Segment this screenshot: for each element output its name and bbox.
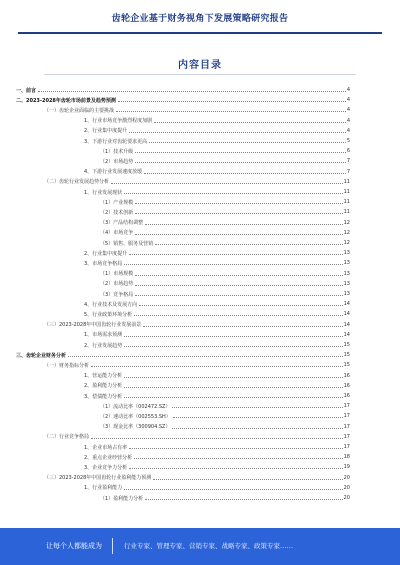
- toc-entry[interactable]: [84, 259, 350, 267]
- toc-page-number: 5: [346, 138, 350, 144]
- toc-leader-dots: [143, 326, 342, 327]
- toc-page-number: 14: [343, 301, 350, 308]
- toc-entry-text: 3、偿债能力分析: [84, 393, 123, 400]
- toc-entry-text: 2、盈利能力分析: [84, 383, 123, 390]
- toc-entry-text: （1）市场规模: [100, 271, 134, 278]
- toc-page-number: 12: [343, 229, 350, 236]
- toc-leader-dots: [134, 458, 342, 459]
- toc-page-number: 7: [346, 168, 350, 175]
- toc-entry[interactable]: [84, 127, 350, 135]
- toc-leader-dots: [135, 162, 346, 163]
- toc-entry[interactable]: [84, 300, 350, 308]
- toc-entry-text: 1、行业盈利能力: [84, 485, 123, 492]
- toc-entry[interactable]: [100, 280, 350, 288]
- toc-title: 内容目录: [178, 60, 222, 71]
- toc-leader-dots: [116, 111, 346, 112]
- toc-entry[interactable]: [100, 229, 350, 237]
- toc-entry-text: 4、行业技术及发展方向: [84, 301, 138, 308]
- toc-entry-text: 三、齿轮企业财务分析: [16, 352, 67, 359]
- toc-leader-dots: [68, 356, 343, 357]
- toc-page-number: 13: [343, 250, 350, 257]
- toc-page-number: 14: [343, 331, 350, 338]
- toc-entry-text: 2、行业发展趋势: [84, 342, 123, 349]
- toc-entry-text: （5）销售、服务及营销: [100, 240, 154, 247]
- toc-entry-text: 3、下游行业对齿轮要求更高: [84, 138, 148, 145]
- toc-entry[interactable]: [100, 157, 350, 165]
- toc-leader-dots: [124, 346, 342, 347]
- toc-page-number: 15: [343, 342, 350, 348]
- toc-leader-dots: [118, 101, 346, 102]
- toc-leader-dots: [129, 448, 342, 449]
- toc-page-number: 14: [343, 321, 350, 328]
- toc-leader-dots: [135, 234, 342, 235]
- toc-page-number: 11: [343, 189, 350, 195]
- toc-entry-text: （4）市场竞争: [100, 230, 134, 237]
- toc-page-number: 4: [346, 107, 350, 114]
- toc-page-number: 7: [346, 158, 350, 165]
- toc-entry[interactable]: [44, 178, 350, 186]
- toc-entry[interactable]: [100, 423, 350, 431]
- header-divider: [18, 32, 382, 34]
- toc-entry-text: 1、市场需求预测: [84, 332, 123, 339]
- toc-entry[interactable]: [84, 484, 350, 492]
- toc-entry-text: 2、行业集中度提升: [84, 250, 128, 257]
- toc-entry-text: （3）产品结构调整: [100, 220, 144, 227]
- toc-leader-dots: [129, 468, 342, 469]
- toc-page-number: 13: [343, 291, 350, 297]
- toc-page-number: 17: [343, 433, 350, 440]
- toc-leader-dots: [91, 366, 343, 367]
- toc-page-number: 16: [343, 382, 350, 389]
- toc-page-number: 17: [343, 423, 350, 430]
- toc-leader-dots: [129, 254, 342, 255]
- page-footer: [0, 528, 400, 565]
- toc-entry[interactable]: [44, 433, 350, 441]
- toc-entry-text: 5、行业政策环境分析: [84, 311, 133, 318]
- toc-entry[interactable]: [84, 331, 350, 339]
- toc-page-number: 4: [346, 127, 350, 134]
- toc-leader-dots: [38, 91, 346, 92]
- toc-entry[interactable]: [84, 310, 350, 318]
- toc-leader-dots: [91, 438, 343, 439]
- toc-entry-text: （1）技术升级: [100, 148, 134, 155]
- toc-page-number: 18: [343, 454, 350, 461]
- toc-entry[interactable]: [84, 249, 350, 257]
- toc-entry[interactable]: [84, 168, 350, 176]
- toc-page-number: 11: [343, 209, 350, 216]
- toc-page-number: 11: [343, 178, 350, 185]
- footer-slogan: 让每个人都能成为: [46, 542, 102, 550]
- toc-leader-dots: [111, 183, 343, 184]
- toc-entry[interactable]: [100, 402, 350, 410]
- toc-page-number: 4: [346, 87, 350, 93]
- toc-leader-dots: [135, 213, 342, 214]
- toc-entry-text: 3、市场竞争格局: [84, 260, 123, 267]
- toc-entry[interactable]: [100, 412, 350, 420]
- toc-entry[interactable]: [84, 443, 350, 451]
- toc-leader-dots: [145, 499, 342, 500]
- toc-leader-dots: [144, 173, 346, 174]
- toc-entry-text: 1、行业发展现状: [84, 189, 123, 196]
- toc-entry-text: （3）现金比率（300904.SZ）: [100, 424, 171, 431]
- toc-entry-text: （一）齿轮企业面临的主要挑战: [44, 107, 115, 114]
- toc-entry[interactable]: [44, 106, 350, 114]
- toc-entry-text: （一）财务指标分析: [44, 362, 90, 369]
- toc-leader-dots: [135, 285, 342, 286]
- toc-leader-dots: [173, 417, 343, 418]
- toc-leader-dots: [124, 193, 342, 194]
- toc-page-number: 12: [343, 240, 350, 246]
- toc-leader-dots: [149, 142, 346, 143]
- toc-entry-text: （二）齿轮行业发展趋势分析: [44, 179, 110, 186]
- toc-entry[interactable]: [16, 351, 350, 359]
- toc-entry[interactable]: [84, 341, 350, 349]
- toc-entry[interactable]: [100, 198, 350, 206]
- toc-entry[interactable]: [100, 290, 350, 298]
- toc-page-number: 20: [343, 474, 350, 481]
- toc-entry-text: 4、下游行业发展速度放缓: [84, 169, 143, 176]
- toc-entry[interactable]: [100, 494, 350, 502]
- toc-page-number: 17: [343, 413, 350, 420]
- toc-entry-text: （1）盈利能力分析: [100, 495, 144, 502]
- toc-leader-dots: [172, 428, 342, 429]
- toc-page-number: 12: [343, 219, 350, 226]
- toc-leader-dots: [129, 132, 346, 133]
- toc-page-number: 16: [343, 393, 350, 399]
- toc-page-number: 13: [343, 260, 350, 267]
- toc-entry[interactable]: [44, 361, 350, 369]
- toc-entry-text: 一、前言: [16, 87, 37, 94]
- toc-entry-text: （2）技术创新: [100, 209, 134, 216]
- toc-leader-dots: [124, 336, 342, 337]
- toc-entry-text: （3）竞争格局: [100, 291, 134, 298]
- toc-entry[interactable]: [100, 147, 350, 155]
- toc-entry[interactable]: [84, 117, 350, 125]
- toc-entry[interactable]: [100, 208, 350, 216]
- toc-entry[interactable]: [16, 96, 350, 104]
- toc-leader-dots: [145, 224, 342, 225]
- toc-leader-dots: [135, 152, 346, 153]
- toc-page-number: 4: [346, 97, 350, 104]
- toc-entry[interactable]: [84, 392, 350, 400]
- toc-entry[interactable]: [84, 382, 350, 390]
- toc-leader-dots: [124, 397, 342, 398]
- toc-page-number: 20: [343, 495, 350, 501]
- toc-leader-dots: [172, 407, 342, 408]
- toc-page-number: 11: [343, 199, 350, 206]
- toc-page-number: 20: [343, 484, 350, 491]
- toc-entry[interactable]: [84, 188, 350, 196]
- toc-entry[interactable]: [16, 86, 350, 94]
- toc-leader-dots: [124, 489, 342, 490]
- toc-page-number: 16: [343, 372, 350, 379]
- toc-entry[interactable]: [84, 463, 350, 471]
- toc-entry[interactable]: [100, 270, 350, 278]
- toc-page-number: 15: [343, 352, 350, 359]
- toc-page-number: 13: [343, 270, 350, 277]
- toc-entry-text: 二、2023-2028年齿轮市场前景及趋势预测: [16, 97, 116, 104]
- toc-entry-text: （2）市场趋势: [100, 281, 134, 288]
- toc-entry-text: （1）流动比率（002472.SZ）: [100, 403, 171, 410]
- toc-entry-text: （三）2023-2028年中国齿轮行业发展前景: [44, 322, 142, 329]
- toc-entry-text: （2）速动比率（002553.SH）: [100, 413, 171, 420]
- toc-entry-text: （1）产业规模: [100, 199, 134, 206]
- toc-leader-dots: [155, 244, 342, 245]
- footer-tagline: 行业专家、管理专家、营销专家、战略专家、政策专家……: [124, 542, 293, 550]
- toc-page-number: 13: [343, 280, 350, 287]
- toc-entry-text: 1、行业市场竞争激烈程度加剧: [84, 118, 153, 125]
- toc-entry[interactable]: [44, 321, 350, 329]
- toc-entry-text: （三）2023-2028年中国齿轮行业盈利能力预测: [44, 475, 152, 482]
- toc-entry-text: （2）市场趋势: [100, 158, 134, 165]
- toc-entry-text: （二）行业竞争格局: [44, 434, 90, 441]
- toc-leader-dots: [124, 387, 342, 388]
- toc-leader-dots: [135, 203, 342, 204]
- toc-page-number: 14: [343, 311, 350, 318]
- page-header: [0, 0, 400, 34]
- report-title: 齿轮企业基于财务视角下发展策略研究报告: [111, 14, 289, 24]
- toc-entry-text: 1、企业市场占有率: [84, 444, 128, 451]
- toc-leader-dots: [139, 305, 342, 306]
- toc-leader-dots: [124, 377, 342, 378]
- toc-leader-dots: [124, 264, 342, 265]
- toc-page-number: 17: [343, 444, 350, 450]
- toc-page-number: 6: [346, 148, 350, 155]
- toc-leader-dots: [135, 295, 342, 296]
- toc-leader-dots: [135, 275, 342, 276]
- toc-entry[interactable]: [100, 219, 350, 227]
- toc-entry-text: 3、企业竞争力分析: [84, 464, 128, 471]
- toc-page-number: 19: [343, 464, 350, 471]
- toc-entry-text: 1、营运能力分析: [84, 373, 123, 380]
- toc-page-number: 15: [343, 362, 350, 369]
- footer-divider: [112, 538, 113, 554]
- toc-entry-text: 2、重点企业经营分析: [84, 454, 133, 461]
- toc-entry[interactable]: [84, 137, 350, 145]
- toc-entry-text: 2、行业集中度提升: [84, 128, 128, 135]
- toc-entry[interactable]: [84, 372, 350, 380]
- toc-entry[interactable]: [100, 239, 350, 247]
- toc-leader-dots: [134, 315, 342, 316]
- toc-leader-dots: [154, 122, 346, 123]
- toc-page-number: 17: [343, 403, 350, 410]
- toc-page-number: 4: [346, 117, 350, 124]
- toc-leader-dots: [153, 479, 342, 480]
- toc-entry[interactable]: [84, 453, 350, 461]
- toc-entry[interactable]: [44, 474, 350, 482]
- toc-title-divider: [44, 74, 356, 75]
